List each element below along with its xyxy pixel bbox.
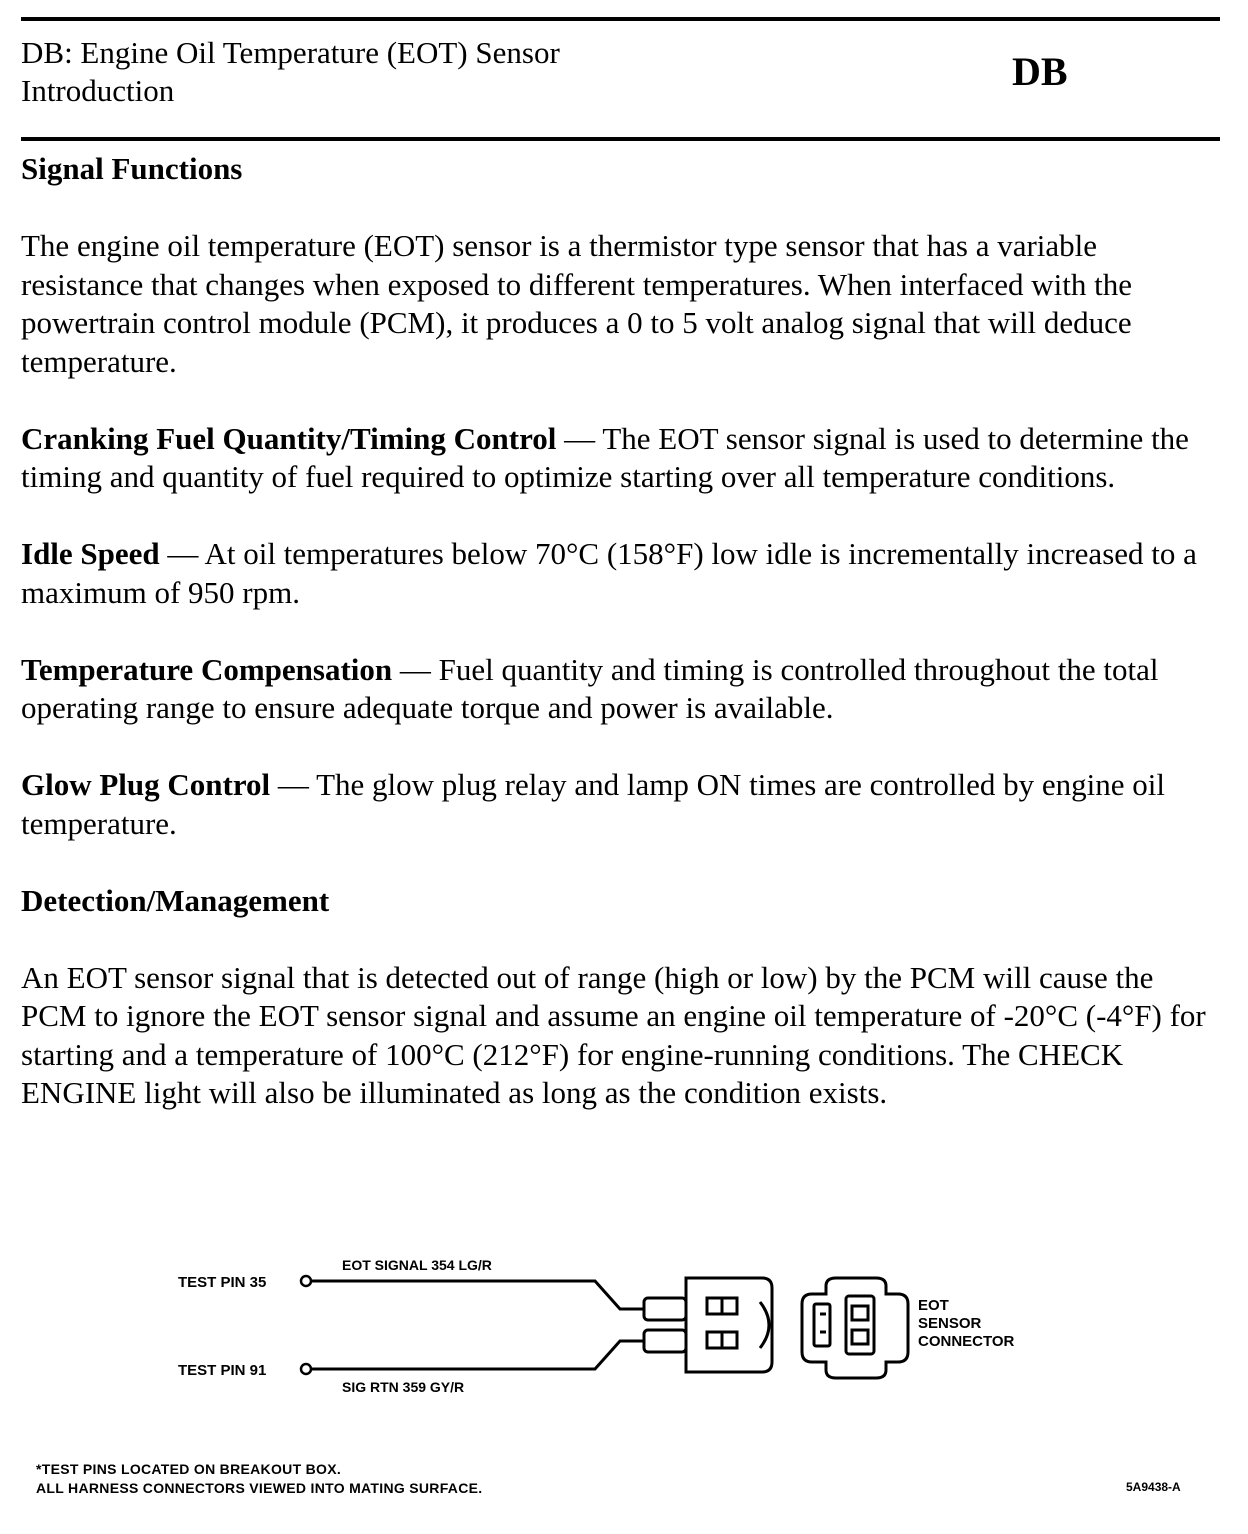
glow-plug-text: — The glow plug relay and lamp ON times are controlled by engine oil temperature. <box>21 767 1165 841</box>
footnote-line2: ALL HARNESS CONNECTORS VIEWED INTO MATING SURFACE. <box>36 1480 483 1496</box>
sensor-label-line2: SENSOR <box>918 1315 982 1332</box>
sensor-label-line1: EOT <box>918 1297 949 1314</box>
header-title-line2: Introduction <box>21 73 175 108</box>
test-pin-35-terminal <box>301 1276 311 1286</box>
test-pin-35-label: TEST PIN 35 <box>178 1274 267 1291</box>
temp-comp-paragraph <box>21 651 1226 728</box>
detection-paragraph: An EOT sensor signal that is detected out of range (high or low) by the PCM will cause the PCM to ignore the EOT sensor signal and assume an engine oil temperature of -20°C (-4°F) for starting and a temperature of 100°C (212°F) for engine-running conditions. The CHECK ENGINE light will also be illuminated as long as the condition exists. <box>21 959 1206 1110</box>
section-code: DB <box>1012 49 1068 94</box>
footnote-line1: *TEST PINS LOCATED ON BREAKOUT BOX. <box>36 1461 342 1477</box>
header-bottom-rule <box>21 137 1220 141</box>
idle-term: Idle Speed <box>21 536 160 571</box>
harness-connector <box>644 1278 772 1372</box>
cranking-text: — The EOT sensor signal is used to determine the timing and quantity of fuel required to optimize starting over all temperature conditions. <box>21 420 1189 494</box>
detection-heading: Detection/Management <box>21 882 330 918</box>
cranking-term: Cranking Fuel Quantity/Timing Control <box>21 420 557 456</box>
header-title-line1: DB: Engine Oil Temperature (EOT) Sensor <box>21 35 560 70</box>
idle-text: — At oil temperatures below 70°C (158°F) low idle is incrementally increased to a maximum of 950 rpm. <box>21 536 1197 610</box>
test-pin-91-label: TEST PIN 91 <box>178 1362 267 1379</box>
header-top-rule <box>21 17 1220 21</box>
signal-functions-heading: Signal Functions <box>21 151 243 186</box>
sig-rtn-wire <box>311 1341 644 1369</box>
cranking-paragraph <box>21 420 1226 497</box>
header-title <box>21 34 560 110</box>
test-pin-91-terminal <box>301 1364 311 1374</box>
sensor-label-line3: CONNECTOR <box>918 1333 1015 1350</box>
eot-sensor-connector <box>802 1278 908 1378</box>
sig-rtn-wire-label: SIG RTN 359 GY/R <box>342 1379 465 1395</box>
intro-paragraph: The engine oil temperature (EOT) sensor is a thermistor type sensor that has a variable resistance that changes when exposed to different temperatures. When interfaced with the powertrain control module (PCM), it produces a 0 to 5 volt analog signal that will deduce temperature. <box>21 228 1132 379</box>
eot-signal-wire <box>311 1281 644 1309</box>
temp-comp-term: Temperature Compensation <box>21 651 393 687</box>
glow-plug-paragraph <box>21 766 1226 843</box>
temp-comp-text: — Fuel quantity and timing is controlled throughout the total operating range to ensure adequate torque and power is available. <box>21 651 1159 725</box>
eot-signal-wire-label: EOT SIGNAL 354 LG/R <box>342 1257 492 1273</box>
idle-paragraph <box>21 535 1226 612</box>
glow-plug-term: Glow Plug Control <box>21 767 271 802</box>
document-body <box>21 150 1226 1113</box>
figure-code: 5A9438-A <box>1126 1480 1181 1494</box>
diagram-footnote <box>36 1460 482 1498</box>
